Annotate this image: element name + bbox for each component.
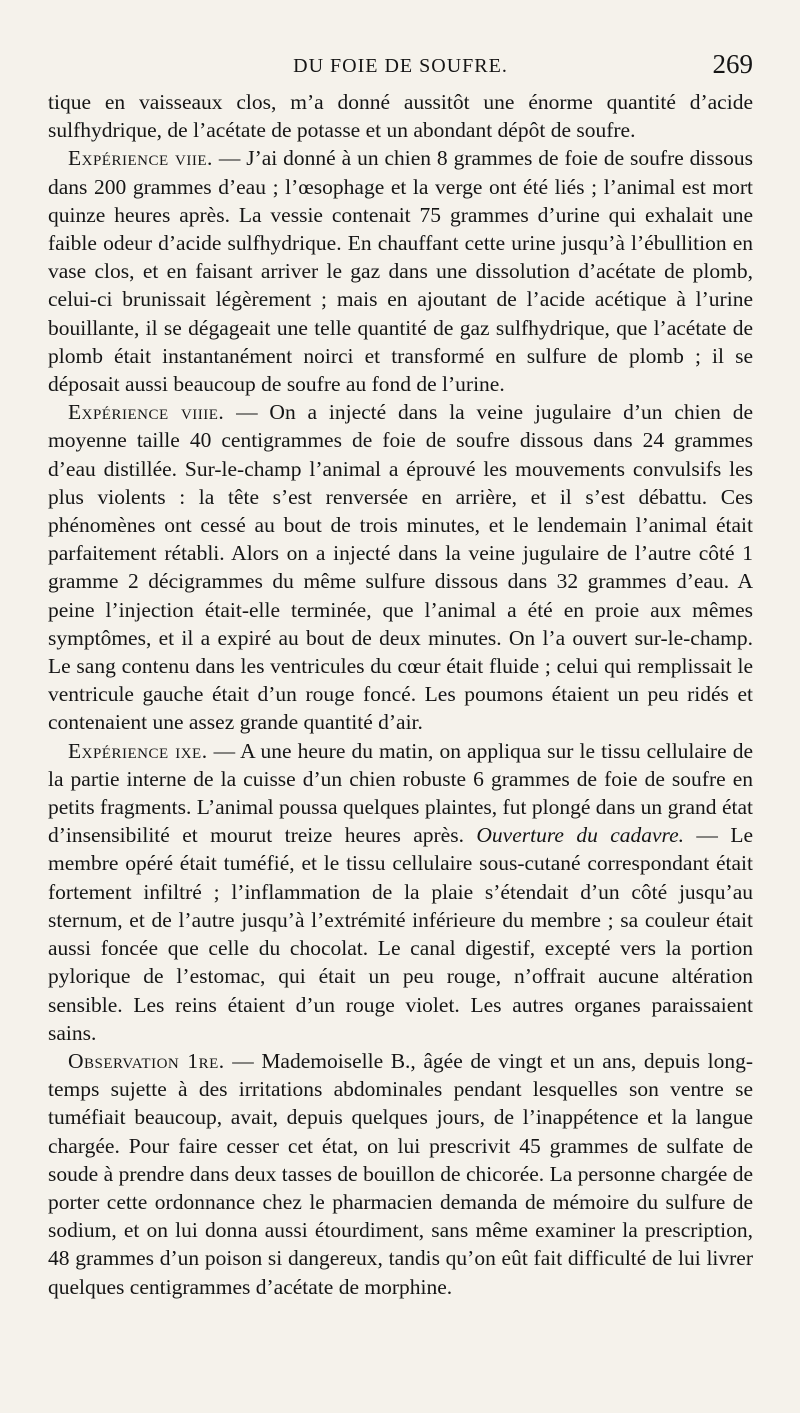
paragraph-experience-7: [48, 144, 753, 398]
paragraph-label: Expérience viie.: [68, 146, 213, 171]
page-body: [48, 88, 753, 1301]
paragraph-text: — Mademoiselle B., âgée de vingt et un ans, depuis long-temps sujette à des irritations abdominales pendant lesquelles son ventre se tuméfiait beaucoup, avait, depuis quelques jours, de l’inappétence et la langue chargée. Pour faire cesser cet état, on lui prescrivit 45 grammes de sulfate de soude à prendre dans deux tasses de bouillon de chicorée. La personne chargée de porter cette ordonnance chez le pharmacien demanda de mémoire du sulfure de sodium, et on lui donna aussi étourdiment, sans même examiner la prescription, 48 grammes d’un poison si dangereux, tandis qu’on eût fait difficulté de lui livrer quelques centigrammes d’acétate de morphine.: [48, 1048, 753, 1299]
paragraph-label: Expérience viiie.: [68, 400, 225, 425]
italic-subheading: Ouverture du cadavre.: [476, 823, 685, 848]
paragraph-experience-8: [48, 398, 753, 736]
paragraph-observation-1: [48, 1047, 753, 1301]
paragraph-label: Expérience ixe.: [68, 738, 208, 763]
running-title: DU FOIE DE SOUFRE.: [293, 55, 508, 77]
paragraph-text: tique en vaisseaux clos, m’a donné aussitôt une énorme quantité d’acide sulfhydrique, de l’acétate de potasse et un abondant dépôt de soufre.: [48, 90, 753, 143]
page-header: [48, 47, 753, 83]
paragraph-text: — J’ai donné à un chien 8 grammes de foie de soufre dissous dans 200 grammes d’eau ; l’œsophage et la verge ont été liés ; l’animal est mort quinze heures après. La vessie contenait 75 grammes d’urine qui exhalait une faible odeur d’acide sulfhydrique. En chauffant cette urine jusqu’à l’ébullition en vase clos, et en faisant arriver le gaz dans une dissolution d’acétate de plomb, celui-ci brunissait légèrement ; mais en ajoutant de l’acide acétique à l’urine bouillante, il se dégageait une telle quantité de gaz sulfhydrique, que l’acétate de plomb était instantanément noirci et transformé en sulfure de plomb ; il se déposait aussi beaucoup de soufre au fond de l’urine.: [48, 146, 753, 397]
paragraph-label: Observation 1re.: [68, 1048, 225, 1073]
paragraph-text: — On a injecté dans la veine jugulaire d’un chien de moyenne taille 40 centigrammes de foie de soufre dissous dans 24 grammes d’eau distillée. Sur-le-champ l’animal a éprouvé les mouvements convulsifs les plus violents : la tête s’est renversée en arrière, et il s’est débattu. Ces phénomènes ont cessé au bout de trois minutes, et le lendemain l’animal était parfaitement rétabli. Alors on a injecté dans la veine jugulaire de l’autre côté 1 gramme 2 décigrammes du même sulfure dissous dans 32 grammes d’eau. A peine l’injection était-elle terminée, que l’animal a été en proie aux mêmes symptômes, et il a expiré au bout de deux minutes. On l’a ouvert sur-le-champ. Le sang contenu dans les ventricules du cœur était fluide ; celui qui remplissait le ventricule gauche était d’un rouge foncé. Les poumons étaient un peu ridés et contenaient une assez grande quantité d’air.: [48, 400, 754, 735]
page-number: 269: [712, 49, 753, 79]
paragraph-text: — A une heure du matin, on appliqua sur le tissu cellulaire de la partie interne de la cuisse d’un chien robuste 6 grammes de foie de soufre en petits fragments. L’animal poussa quelques plaintes, fut plongé dans un grand état d’insensibilité et mourut treize heures après.: [48, 738, 753, 848]
paragraph-continuation: [48, 88, 753, 144]
paragraph-text-2: — Le membre opéré était tuméfié, et le tissu cellulaire sous-cutané correspondant était fortement infiltré ; l’inflammation de la plaie s’étendait d’un côté jusqu’au sternum, et de l’autre jusqu’à l’extrémité inférieure du membre ; sa couleur était aussi foncée que celle du chocolat. Le canal digestif, excepté vers la portion pylorique de l’estomac, qui était un peu rouge, n’offrait aucune altération sensible. Les reins étaient d’un rouge violet. Les autres organes paraissaient sains.: [48, 823, 754, 1045]
paragraph-experience-9: [48, 737, 753, 1047]
